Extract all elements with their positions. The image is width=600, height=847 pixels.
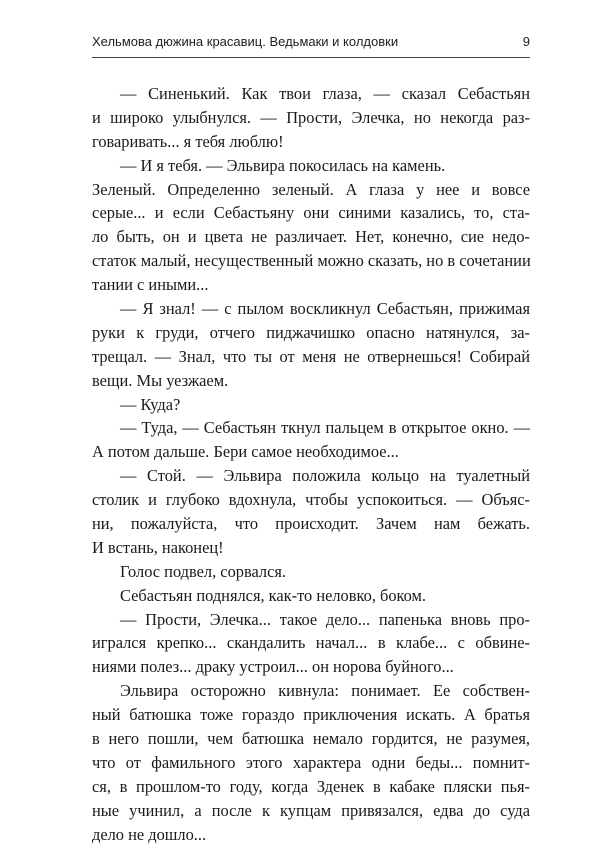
text-line: ло быть, он и цвета не различает. Нет, конечно, сие недо- bbox=[92, 227, 530, 247]
text-line: ни, пожалуйста, что происходит. Зачем нам бежать. bbox=[92, 514, 530, 534]
text-line: статок малый, несущественный можно сказать, но в сочетании bbox=[92, 251, 531, 271]
text-line: в него пошли, чем батюшка немало гордится, не разумея, bbox=[92, 729, 530, 749]
text-line: руки к груди, отчего пиджачишко опасно натянулся, за- bbox=[92, 322, 530, 342]
text-line: и широко улыбнулся. — Прости, Элечка, но некогда раз- bbox=[92, 107, 530, 127]
text-line: — Туда, — Себастьян ткнул пальцем в открытое окно. — bbox=[120, 418, 530, 438]
text-line: — Куда? bbox=[120, 394, 181, 414]
text-line: тании с иными... bbox=[92, 275, 209, 295]
text-line: ные учинил, а после к купцам привязался, едва до суда bbox=[92, 800, 530, 820]
text-line: вещи. Мы уезжаем. bbox=[92, 370, 229, 390]
body-text bbox=[92, 82, 530, 847]
text-line: ниями полез... драку устроил... он норова буйного... bbox=[92, 657, 454, 677]
text-line: дело не дошло... bbox=[92, 824, 207, 844]
text-line: ся, в прошлом-то году, когда Зденек в кабаке пляски пья- bbox=[92, 776, 530, 796]
text-line: что от фамильного этого характера одни беды... помнит- bbox=[92, 752, 530, 772]
text-line: серые... и если Себастьяну они синими казались, то, ста- bbox=[92, 203, 530, 223]
text-line: ный батюшка тоже гораздо приключения искать. А братья bbox=[92, 705, 530, 725]
text-line: говаривать... я тебя люблю! bbox=[92, 131, 284, 151]
text-line: — Синенький. Как твои глаза, — сказал Себастьян bbox=[120, 84, 530, 103]
page-number: 9 bbox=[522, 34, 530, 49]
text-line: — Я знал! — с пылом воскликнул Себастьян, прижимая bbox=[120, 299, 530, 319]
text-line: игрался крепко... скандалить начал... в клабе... с обвине- bbox=[92, 633, 530, 653]
text-line: Голос подвел, сорвался. bbox=[120, 561, 286, 581]
header-rule bbox=[92, 57, 530, 58]
text-line: — Прости, Элечка... такое дело... папенька вновь про- bbox=[120, 609, 530, 629]
text-line: И встань, наконец! bbox=[92, 537, 224, 557]
text-line: — Стой. — Эльвира положила кольцо на туалетный bbox=[120, 466, 530, 486]
text-line: Зеленый. Определенно зеленый. А глаза у нее и вовсе bbox=[92, 179, 530, 199]
text-line: Себастьян поднялся, как-то неловко, боком. bbox=[120, 585, 427, 605]
text-line: Эльвира осторожно кивнула: понимает. Ее собствен- bbox=[120, 681, 530, 701]
text-line: — И я тебя. — Эльвира покосилась на камень. bbox=[120, 155, 446, 175]
text-line: А потом дальше. Бери самое необходимое... bbox=[92, 442, 399, 462]
running-title: Хельмова дюжина красавиц. Ведьмаки и колдовки bbox=[92, 34, 399, 49]
text-line: трещал. — Знал, что ты от меня не отвернешься! Собирай bbox=[92, 346, 530, 366]
text-line: столик и глубоко вдохнула, чтобы успокоиться. — Объяс- bbox=[92, 490, 530, 510]
